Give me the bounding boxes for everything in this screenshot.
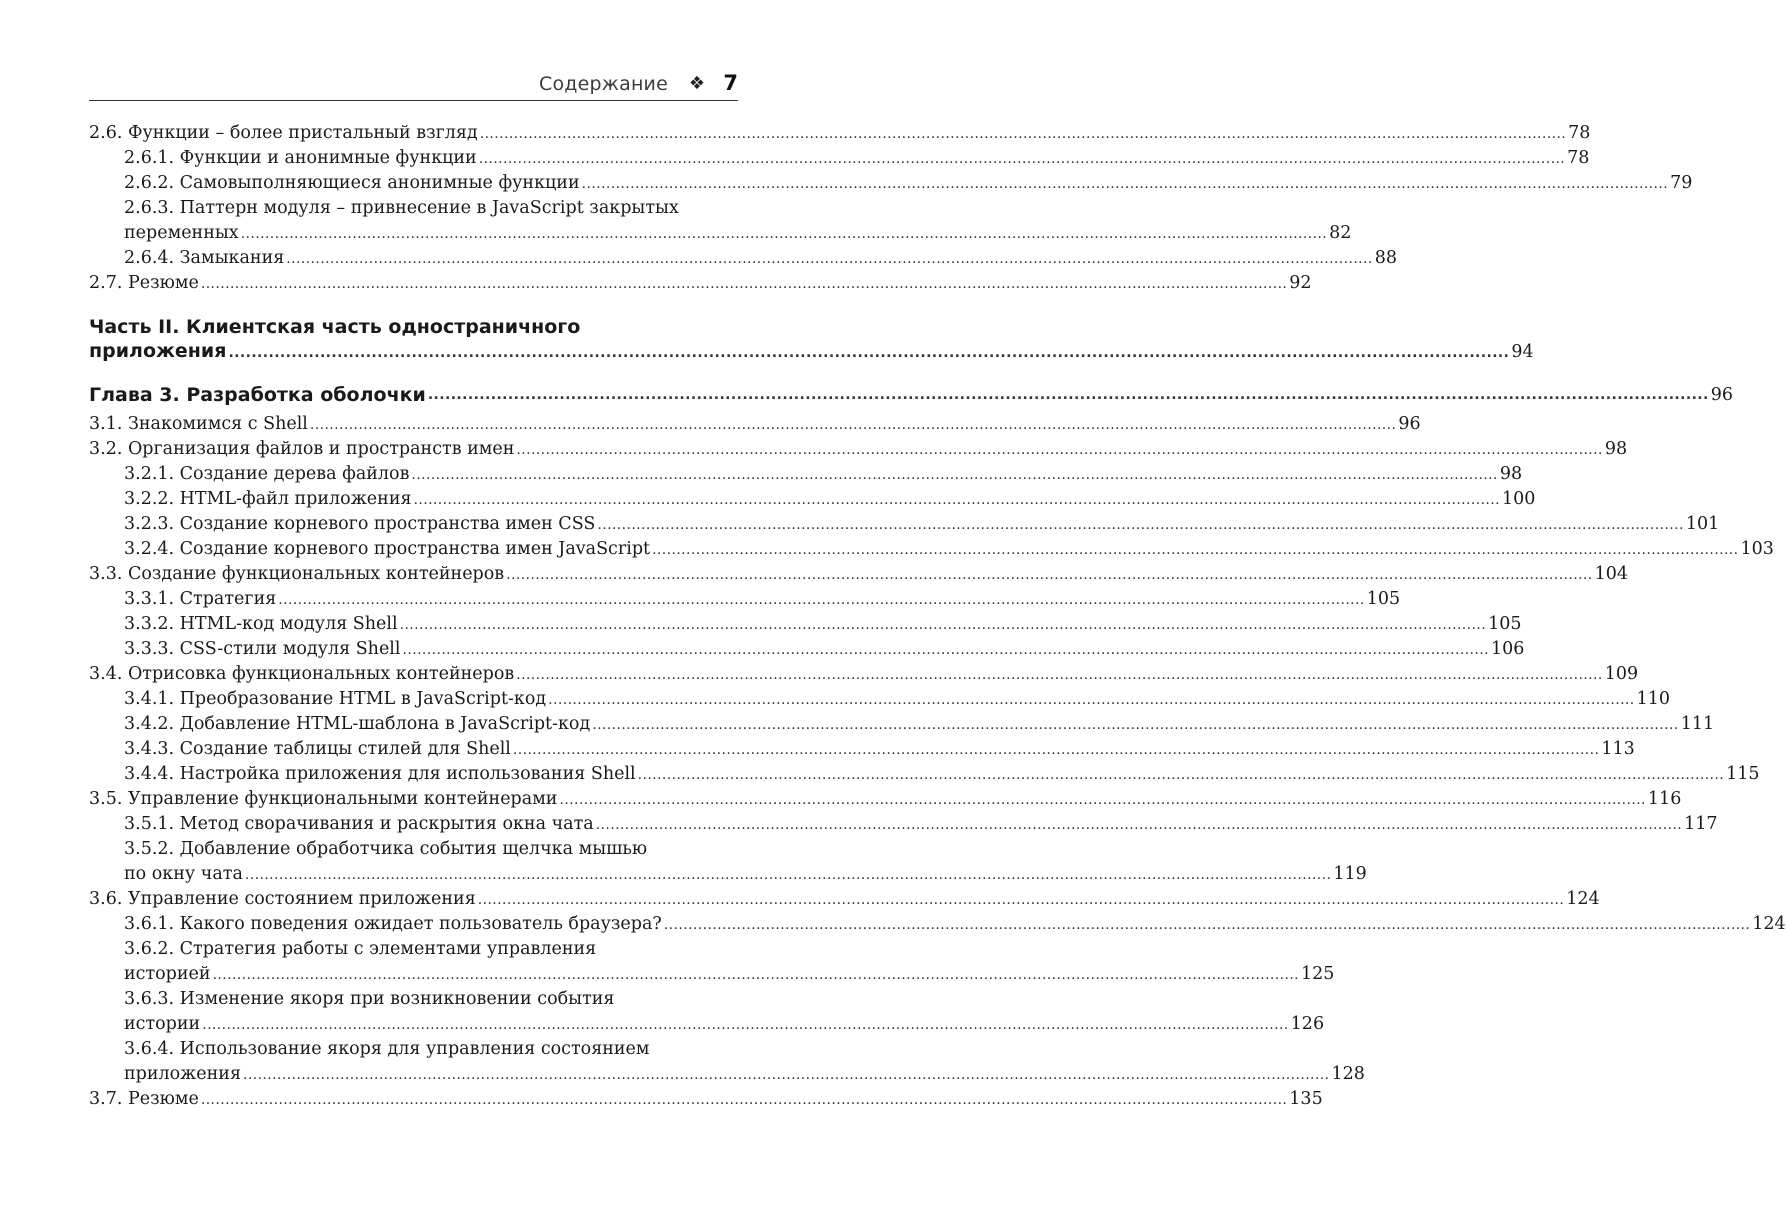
dot-leader: ................................................................................................................................................................................................................................	[200, 1092, 1288, 1108]
toc-entry	[89, 687, 1671, 712]
toc-entry	[89, 662, 1639, 687]
dot-leader: ................................................................................................................................................................................................................................	[595, 817, 1683, 833]
dot-leader: ................................................................................................................................................................................................................................	[637, 767, 1725, 783]
toc-title: 3.4.3. Создание таблицы стилей для Shell	[124, 739, 511, 759]
toc-page: 119	[1333, 864, 1367, 884]
toc-entry	[89, 271, 1312, 296]
toc-entry	[89, 1012, 1325, 1037]
toc-title: 3.2.4. Создание корневого пространства имен JavaScript	[124, 539, 651, 559]
toc-title: приложения	[124, 1064, 242, 1084]
toc-page: 105	[1366, 589, 1401, 609]
dot-leader: ................................................................................................................................................................................................................................	[243, 1067, 1330, 1083]
toc-title: 3.1. Знакомимся с Shell	[89, 414, 308, 434]
dot-leader: ................................................................................................................................................................................................................................	[212, 967, 1300, 983]
toc-page: 103	[1740, 539, 1774, 559]
toc-title: 3.4.1. Преобразование HTML в JavaScript-код	[124, 689, 547, 709]
dot-leader: ................................................................................................................................................................................................................................	[413, 492, 1500, 508]
toc-title: 3.2.1. Создание дерева файлов	[124, 464, 410, 484]
dot-leader: ................................................................................................................................................................................................................................	[200, 276, 1288, 292]
dot-leader: ................................................................................................................................................................................................................................	[548, 692, 1635, 708]
ornament-icon: ❖	[688, 73, 705, 94]
dot-leader: ................................................................................................................................................................................................................................	[202, 1017, 1289, 1033]
toc-entry-line1: 3.6.3. Изменение якоря при возникновении события	[124, 989, 615, 1009]
toc-entry	[89, 171, 1693, 196]
toc-title: 3.5. Управление функциональными контейнерами	[89, 789, 558, 809]
toc-title: приложения	[89, 340, 227, 362]
toc-title: по окну чата	[124, 864, 243, 884]
toc-entry	[89, 412, 1421, 437]
toc-page: 98	[1604, 439, 1628, 459]
toc-title: 2.6.1. Функции и анонимные функции	[124, 148, 477, 168]
toc-page: 111	[1680, 714, 1715, 734]
toc-title: историей	[124, 964, 211, 984]
dot-leader: ................................................................................................................................................................................................................................	[411, 467, 1498, 483]
toc-title: 3.4. Отрисовка функциональных контейнеров	[89, 664, 515, 684]
toc-page: 96	[1710, 385, 1734, 405]
toc-title: 3.7. Резюме	[89, 1089, 199, 1109]
toc-page: 94	[1511, 342, 1534, 362]
toc-page: 113	[1601, 739, 1635, 759]
toc-entry	[89, 762, 1760, 787]
toc-page: 109	[1604, 664, 1639, 684]
toc-page: 117	[1684, 814, 1718, 834]
toc-title: Глава 3. Разработка оболочки	[89, 384, 426, 406]
toc-entry	[89, 787, 1682, 812]
dot-leader: ................................................................................................................................................................................................................................	[478, 151, 1566, 167]
toc-page: 128	[1331, 1064, 1365, 1084]
dot-leader: ................................................................................................................................................................................................................................	[516, 442, 1603, 458]
toc-entry-line1: 3.6.2. Стратегия работы с элементами управления	[124, 939, 597, 959]
part-heading-line1: Часть II. Клиентская часть одностраничного	[89, 316, 581, 338]
toc-entry-line1: 2.6.3. Паттерн модуля – привнесение в JavaScript закрытых	[124, 198, 679, 218]
header-title: Содержание	[539, 73, 668, 95]
toc-title: 3.3. Создание функциональных контейнеров	[89, 564, 505, 584]
toc-title: 3.3.3. CSS-стили модуля Shell	[124, 639, 401, 659]
dot-leader: ................................................................................................................................................................................................................................	[399, 617, 1487, 633]
dot-leader: ................................................................................................................................................................................................................................	[516, 667, 1603, 683]
dot-leader: ................................................................................................................................................................................................................................	[559, 792, 1646, 808]
toc-entry	[89, 487, 1536, 512]
toc-title: 2.6.4. Замыкания	[124, 248, 285, 268]
toc-page: 105	[1488, 614, 1522, 634]
dot-leader: ................................................................................................................................................................................................................................	[402, 642, 1489, 658]
toc-page: 110	[1636, 689, 1671, 709]
toc-entry	[89, 812, 1718, 837]
toc-page: 106	[1490, 639, 1525, 659]
toc-page: 116	[1647, 789, 1682, 809]
toc-entry-line1: 3.6.4. Использование якоря для управления состоянием	[124, 1039, 650, 1059]
toc-entry	[89, 437, 1628, 462]
toc-entry	[89, 1087, 1323, 1112]
toc-entry	[89, 637, 1525, 662]
table-of-contents	[89, 121, 1786, 1112]
toc-page: 126	[1290, 1014, 1325, 1034]
part-heading	[89, 339, 1534, 366]
toc-entry	[89, 1062, 1365, 1087]
dot-leader: ................................................................................................................................................................................................................................	[477, 892, 1565, 908]
toc-entry	[89, 712, 1715, 737]
toc-page: 125	[1301, 964, 1335, 984]
toc-entry-line1: 3.5.2. Добавление обработчика события щелчка мышью	[124, 839, 648, 859]
toc-title: переменных	[124, 223, 239, 243]
toc-title: 3.4.2. Добавление HTML-шаблона в JavaScript-код	[124, 714, 591, 734]
toc-entry	[89, 146, 1590, 171]
toc-title: истории	[124, 1014, 201, 1034]
toc-page: 78	[1568, 123, 1591, 143]
toc-page: 82	[1329, 223, 1352, 243]
toc-page: 135	[1289, 1089, 1323, 1109]
dot-leader: ................................................................................................................................................................................................................................	[512, 742, 1600, 758]
dot-leader: ................................................................................................................................................................................................................................	[592, 717, 1679, 733]
toc-entry	[89, 246, 1398, 271]
toc-title: 3.2. Организация файлов и пространств имен	[89, 439, 515, 459]
toc-entry	[89, 121, 1591, 146]
dot-leader: ................................................................................................................................................................................................................................	[244, 867, 1332, 883]
toc-page: 92	[1289, 273, 1312, 293]
toc-page: 101	[1685, 514, 1720, 534]
dot-leader: ................................................................................................................................................................................................................................	[506, 567, 1593, 583]
toc-title: 2.7. Резюме	[89, 273, 199, 293]
toc-page: 104	[1594, 564, 1629, 584]
toc-page: 98	[1499, 464, 1523, 484]
toc-title: 3.2.2. HTML-файл приложения	[124, 489, 412, 509]
dot-leader: ................................................................................................................................................................................................................................	[652, 542, 1739, 558]
dot-leader: ................................................................................................................................................................................................................................	[581, 176, 1669, 192]
page-number: 7	[723, 71, 738, 95]
toc-page: 88	[1374, 248, 1398, 268]
toc-title: 3.3.1. Стратегия	[124, 589, 277, 609]
dot-leader: ................................................................................................................................................................................................................................	[479, 126, 1567, 142]
header-rule	[89, 100, 738, 101]
toc-entry	[89, 962, 1335, 987]
toc-entry	[89, 862, 1367, 887]
toc-entry	[89, 737, 1635, 762]
toc-page: 96	[1398, 414, 1421, 434]
toc-title: 3.6.1. Какого поведения ожидает пользователь браузера?	[124, 914, 662, 934]
dot-leader: ................................................................................................................................................................................................................................	[427, 387, 1709, 403]
toc-page: 100	[1501, 489, 1536, 509]
toc-entry	[89, 537, 1774, 562]
toc-title: 3.6. Управление состоянием приложения	[89, 889, 476, 909]
toc-title: 3.3.2. HTML-код модуля Shell	[124, 614, 398, 634]
toc-entry	[89, 587, 1401, 612]
dot-leader: ................................................................................................................................................................................................................................	[597, 517, 1684, 533]
toc-entry	[89, 512, 1720, 537]
toc-page: 78	[1567, 148, 1590, 168]
dot-leader: ................................................................................................................................................................................................................................	[286, 251, 1373, 267]
toc-page: 124	[1566, 889, 1600, 909]
dot-leader: ................................................................................................................................................................................................................................	[663, 917, 1751, 933]
dot-leader: ................................................................................................................................................................................................................................	[228, 345, 1510, 361]
running-header	[89, 72, 738, 100]
toc-page: 124	[1752, 914, 1786, 934]
toc-entry	[89, 887, 1600, 912]
toc-entry	[89, 912, 1786, 937]
toc-title: 3.4.4. Настройка приложения для использования Shell	[124, 764, 636, 784]
toc-entry	[89, 612, 1522, 637]
dot-leader: ................................................................................................................................................................................................................................	[240, 226, 1328, 242]
toc-title: 3.5.1. Метод сворачивания и раскрытия окна чата	[124, 814, 594, 834]
dot-leader: ................................................................................................................................................................................................................................	[309, 417, 1397, 433]
toc-entry	[89, 462, 1523, 487]
toc-title: 2.6. Функции – более пристальный взгляд	[89, 123, 478, 143]
toc-page: 79	[1670, 173, 1693, 193]
toc-entry	[89, 221, 1352, 246]
toc-title: 3.2.3. Создание корневого пространства имен CSS	[124, 514, 596, 534]
chapter-heading	[89, 366, 1734, 412]
toc-page: 115	[1726, 764, 1760, 784]
dot-leader: ................................................................................................................................................................................................................................	[278, 592, 1365, 608]
toc-entry	[89, 562, 1629, 587]
toc-title: 2.6.2. Самовыполняющиеся анонимные функции	[124, 173, 580, 193]
